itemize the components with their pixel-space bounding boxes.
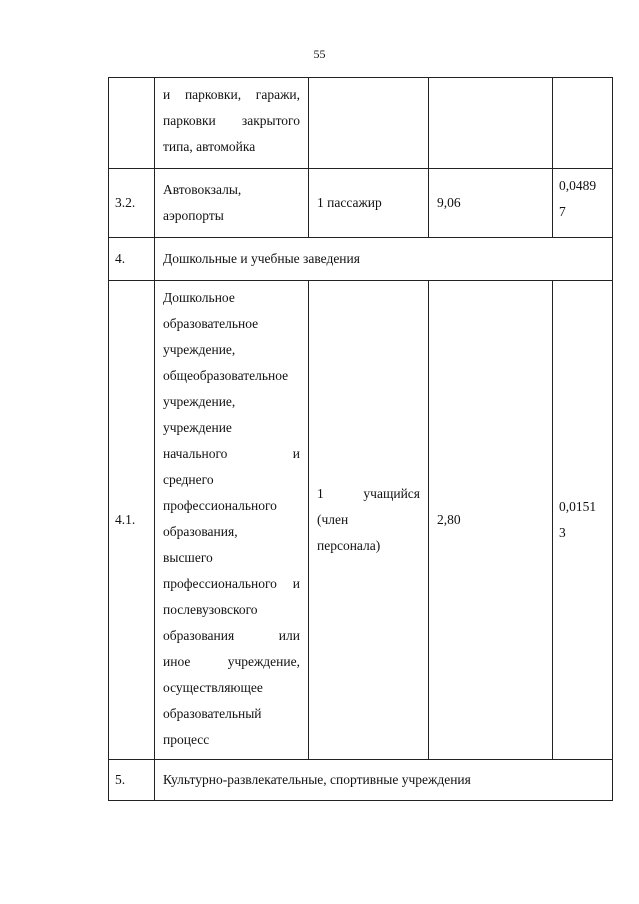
page-number: 55 [313, 47, 326, 61]
cell-text-line: иное учреждение, [163, 654, 300, 669]
row-number: 4. [115, 251, 126, 266]
cell-text-line: учреждение [163, 420, 232, 435]
table-row [109, 238, 613, 281]
norms-table [108, 77, 613, 801]
value-cell [429, 169, 553, 238]
cell-text-line: Дошкольное [163, 290, 235, 305]
section-title: Культурно-развлекательные, спортивные учреждения [163, 772, 471, 787]
cell-text-line: 3 [559, 525, 566, 540]
row-number-cell [109, 281, 155, 760]
section-title: Дошкольные и учебные заведения [163, 251, 360, 266]
cell-text-line: парковки закрытого [163, 113, 300, 128]
table-row [109, 169, 613, 238]
table-row [109, 760, 613, 801]
section-title-cell [155, 760, 613, 801]
value-cell [429, 78, 553, 169]
unit-cell [309, 78, 429, 169]
cell-text-line: профессионального [163, 498, 277, 513]
cell-text-line: среднего [163, 472, 214, 487]
unit-cell [309, 169, 429, 238]
cell-text-line: и парковки, гаражи, [163, 87, 300, 102]
cell-text-line: учреждение, [163, 394, 236, 409]
object-type-cell [155, 78, 309, 169]
coefficient-cell [553, 169, 613, 238]
table-row [109, 78, 613, 169]
object-type-cell [155, 169, 309, 238]
row-number-cell [109, 169, 155, 238]
cell-text-line: образования или [163, 628, 300, 643]
table-row [109, 281, 613, 760]
object-type-cell [155, 281, 309, 760]
row-number-cell [109, 760, 155, 801]
row-number-cell [109, 238, 155, 281]
cell-text-line: послевузовского [163, 602, 258, 617]
cell-text-line: персонала) [317, 538, 381, 553]
row-number: 5. [115, 772, 126, 787]
unit-text: 1 пассажир [317, 195, 382, 210]
unit-cell [309, 281, 429, 760]
row-number: 4.1. [115, 512, 136, 527]
cell-text-line: 7 [559, 204, 566, 219]
cell-text-line: 1 учащийся [317, 486, 420, 501]
row-number-cell [109, 78, 155, 169]
cell-text-line: образовательное [163, 316, 259, 331]
cell-text-line: образования, [163, 524, 238, 539]
section-title-cell [155, 238, 613, 281]
cell-text-line: типа, автомойка [163, 139, 256, 154]
cell-text-line: 0,0151 [559, 499, 597, 514]
cell-text-line: процесс [163, 732, 210, 747]
cell-text-line: осуществляющее [163, 680, 263, 695]
cell-text-line: 0,0489 [559, 178, 597, 193]
value-text: 2,80 [437, 512, 461, 527]
coefficient-cell [553, 281, 613, 760]
cell-text-line: аэропорты [163, 208, 224, 223]
value-text: 9,06 [437, 195, 461, 210]
cell-text-line: начального и [163, 446, 300, 461]
row-number: 3.2. [115, 195, 136, 210]
coefficient-cell [553, 78, 613, 169]
cell-text-line: профессионального и [163, 576, 300, 591]
cell-text-line: (член [317, 512, 349, 527]
value-cell [429, 281, 553, 760]
cell-text-line: образовательный [163, 706, 262, 721]
cell-text-line: Автовокзалы, [163, 182, 242, 197]
cell-text-line: общеобразовательное [163, 368, 289, 383]
cell-text-line: учреждение, [163, 342, 236, 357]
cell-text-line: высшего [163, 550, 213, 565]
